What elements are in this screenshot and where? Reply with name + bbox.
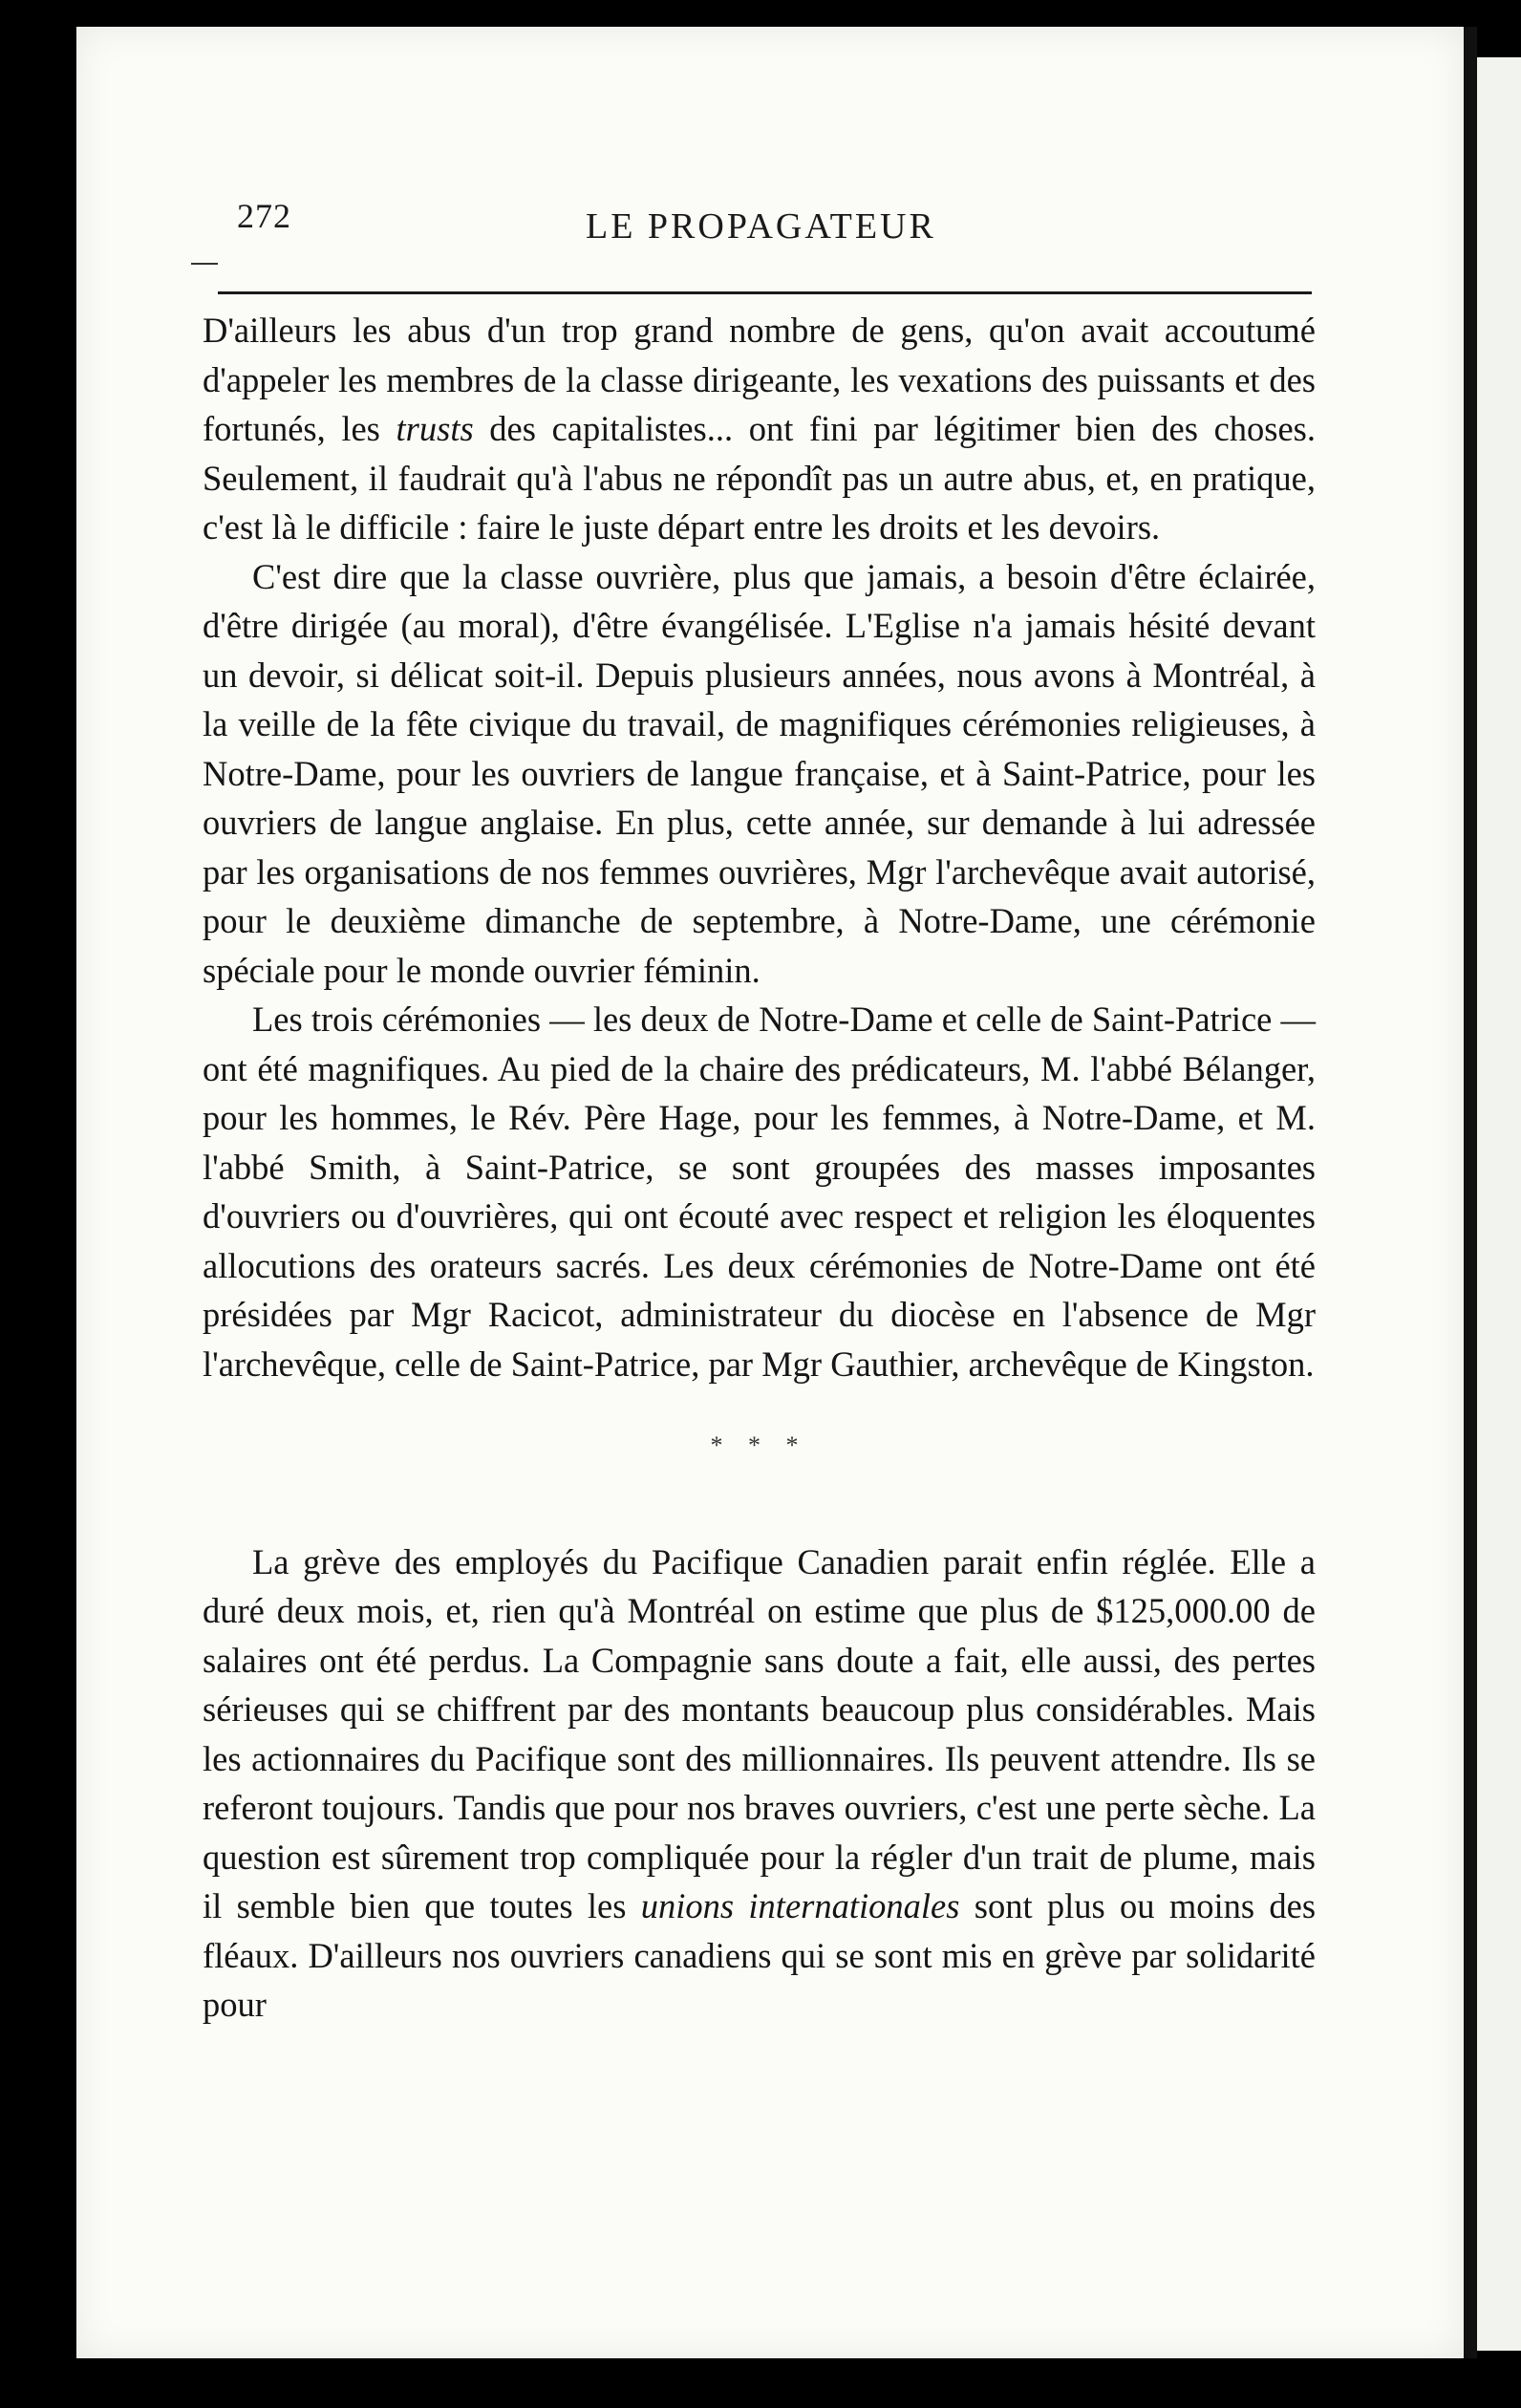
corner-mark [191,263,218,265]
running-title: LE PROPAGATEUR [586,206,936,247]
header-rule [218,291,1312,294]
page-gutter [1464,27,1477,2358]
paragraph: La grève des employés du Pacifique Canadien parait enfin réglée. Elle a duré deux mois, et, rien qu'à Montréal on estime que plus de $125,000.00 de salaires ont été perdus. La Compagnie sans doute a fait, elle aussi, des pertes sérieuses qui se chiffrent par des montants beaucoup plus considérables. Mais les actionnaires du Pacifique sont des millionnaires. Ils peuvent attendre. Ils se referont toujours. Tandis que pour nos braves ouvriers, c'est une perte sèche. La question est sûrement trop compliquée pour la régler d'un trait de plume, mais il semble bien que toutes les unions internationales sont plus ou moins des fléaux. D'ailleurs nos ouvriers canadiens qui se sont mis en grève par solidarité pour [203,1541,1317,2024]
paragraph: D'ailleurs les abus d'un trop grand nombre de gens, qu'on avait accoutumé d'appeler les membres de la classe dirigeante, les vexations des puissants et des fortunés, les trusts des capitalistes... ont fini par légitimer bien des choses. Seulement, il faudrait qu'à l'abus ne répondît pas un autre abus, et, en pratique, c'est là le difficile : faire le juste départ entre les droits et les devoirs. [203,311,1317,547]
paragraph: Les trois cérémonies — les deux de Notre-Dame et celle de Saint-Patrice — ont été magnifiques. Au pied de la chaire des prédicateurs, M. l'abbé Bélanger, pour les hommes, le Rév. Père Hage, pour les femmes, à Notre-Dame, et M. l'abbé Smith, à Saint-Patrice, se sont groupées des masses imposantes d'ouvriers ou d'ouvrières, qui ont écouté avec respect et religion les éloquentes allocutions des orateurs sacrés. Les deux cérémonies de Notre-Dame ont été présidées par Mgr Racicot, administrateur du diocèse en l'absence de Mgr l'archevêque, celle de Saint-Patrice, par Mgr Gauthier, archevêque de Kingston. [203,1000,1316,1384]
italic-term: trusts [396,409,474,448]
page-number: 272 [237,197,291,235]
italic-term: unions internationales [640,1886,960,1925]
paragraph: C'est dire que la classe ouvrière, plus que jamais, a besoin d'être éclairée, d'être dirigée (au moral), d'être évangélisée. L'Eglise n'a jamais hésité devant un devoir, si délicat soit-il. Depuis plusieurs années, nous avons à Montréal, à la veille de la fête civique du travail, de magnifiques cérémonies religieuses, à Notre-Dame, pour les ouvriers de langue française, et à Saint-Patrice, pour les ouvriers de langue anglaise. En plus, cette année, sur demande à lui adressée par les organisations de nos femmes ouvrières, Mgr l'archevêque avait autorisé, pour le deuxième dimanche de septembre, à Notre-Dame, une cérémonie spéciale pour le monde ouvrier féminin. [203,556,1316,990]
section-separator: * * * [710,1431,808,1459]
facing-page-edge [1477,57,1521,2351]
body-text [203,306,1316,2030]
running-header [237,196,1317,272]
